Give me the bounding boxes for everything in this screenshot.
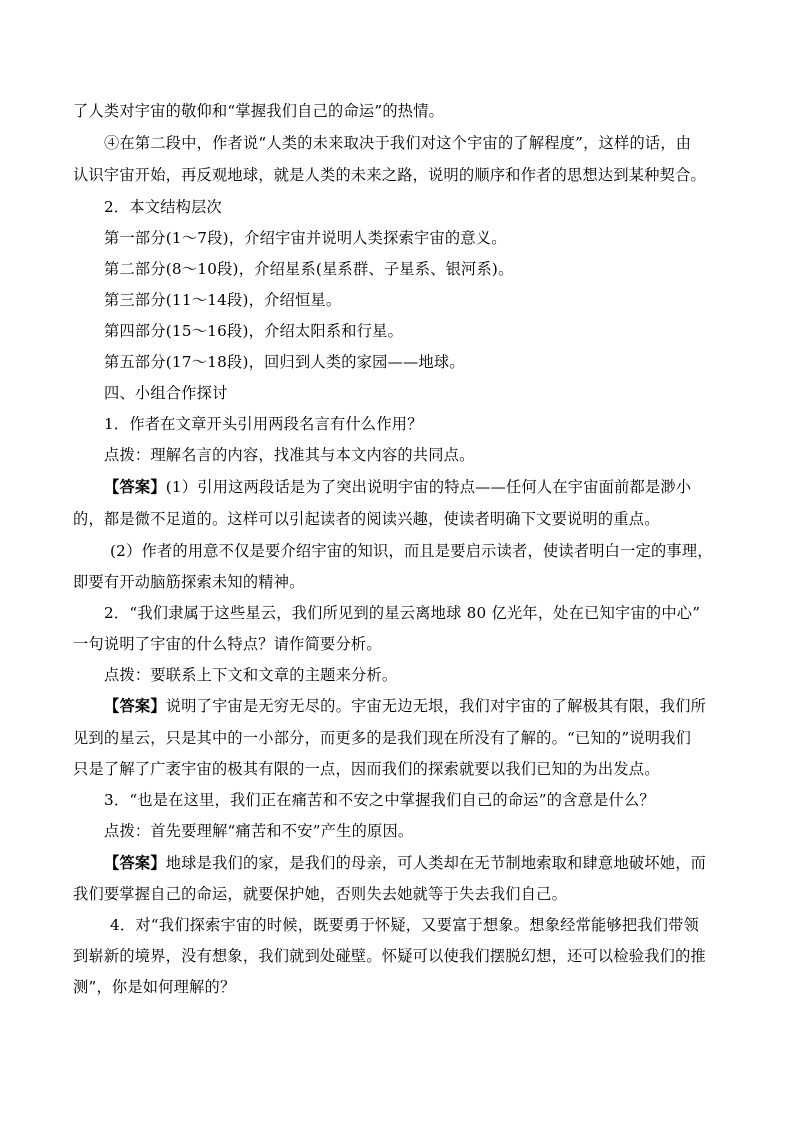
answer-line: 【答案】(1）引用这两段话是为了突出说明宇宙的特点——任何人在宇宙面前都是渺小	[104, 478, 692, 496]
hint-line: 点拨：首先要理解“痛苦和不安”产生的原因。	[104, 822, 414, 840]
hint-line: 点拨：理解名言的内容，找准其与本文内容的共同点。	[104, 446, 475, 464]
answer-tag: 【答案】	[104, 478, 166, 496]
question-line: 1．作者在文章开头引用两段名言有什么作用？	[104, 415, 423, 433]
text-line: 第三部分(11～14段)，介绍恒星。	[104, 291, 342, 309]
question-line: 2．“我们隶属于这些星云，我们所见到的星云离地球 80 亿光年，处在已知宇宙的中心”	[104, 604, 701, 622]
text-line: 我们要掌握自己的命运，就要保护她，否则失去她就等于失去我们自己。	[73, 885, 567, 903]
text-line: 即要有开动脑筋探索未知的精神。	[73, 573, 305, 591]
text-line: 第一部分(1～7段)，介绍宇宙并说明人类探索宇宙的意义。	[104, 229, 507, 247]
question-line: 3．“也是在这里，我们正在痛苦和不安之中掌握我们自己的命运”的含意是什么？	[104, 791, 655, 809]
text-line: 测”，你是如何理解的？	[73, 978, 236, 996]
text-line: 第五部分(17～18段)，回归到人类的家园——地球。	[104, 353, 465, 371]
text-line: 第四部分(15～16段)，介绍太阳系和行星。	[104, 322, 404, 340]
text-line: ④在第二段中，作者说“人类的未来取决于我们对这个宇宙的了解程度”，这样的话，由	[104, 134, 692, 152]
text-line: 第二部分(8～10段)，介绍星系(星系群、子星系、银河系)。	[104, 260, 514, 278]
answer-tag: 【答案】	[104, 697, 166, 715]
text-line: 认识宇宙开始，再反观地球，就是人类的未来之路，说明的顺序和作者的思想达到某种契合。	[73, 166, 706, 184]
text-line: 一句说明了宇宙的什么特点？请作简要分析。	[73, 635, 382, 653]
text-line: (2）作者的用意不仅是要介绍宇宙的知识，而且是要启示读者，使读者明白一定的事理，	[110, 542, 713, 560]
text-line: 只是了解了广袤宇宙的极其有限的一点，因而我们的探索就要以我们已知的为出发点。	[73, 760, 660, 778]
answer-tag: 【答案】	[104, 854, 166, 872]
answer-line: 【答案】地球是我们的家，是我们的母亲，可人类却在无节制地索取和肆意地破坏她，而	[104, 854, 707, 872]
section-heading: 四、小组合作探讨	[104, 384, 228, 402]
section-heading: 2．本文结构层次	[104, 198, 222, 216]
text-line: 到崭新的境界，没有想象，我们就到处碰壁。怀疑可以使我们摆脱幻想，还可以检验我们的推	[73, 947, 706, 965]
hint-line: 点拨：要联系上下文和文章的主题来分析。	[104, 666, 398, 684]
text-line: 见到的星云，只是其中的一小部分，而更多的是我们现在所没有了解的。“已知的”说明我们	[73, 729, 692, 747]
text-line: 了人类对宇宙的敬仰和“掌握我们自己的命运”的热情。	[73, 102, 445, 120]
answer-line: 【答案】说明了宇宙是无穷无尽的。宇宙无边无垠，我们对宇宙的了解极其有限，我们所	[104, 697, 707, 715]
question-line: 4．对“我们探索宇宙的时候，既要勇于怀疑，又要富于想象。想象经常能够把我们带领	[110, 916, 700, 934]
text-line: 的，都是微不足道的。这样可以引起读者的阅读兴趣，使读者明确下文要说明的重点。	[73, 510, 660, 528]
